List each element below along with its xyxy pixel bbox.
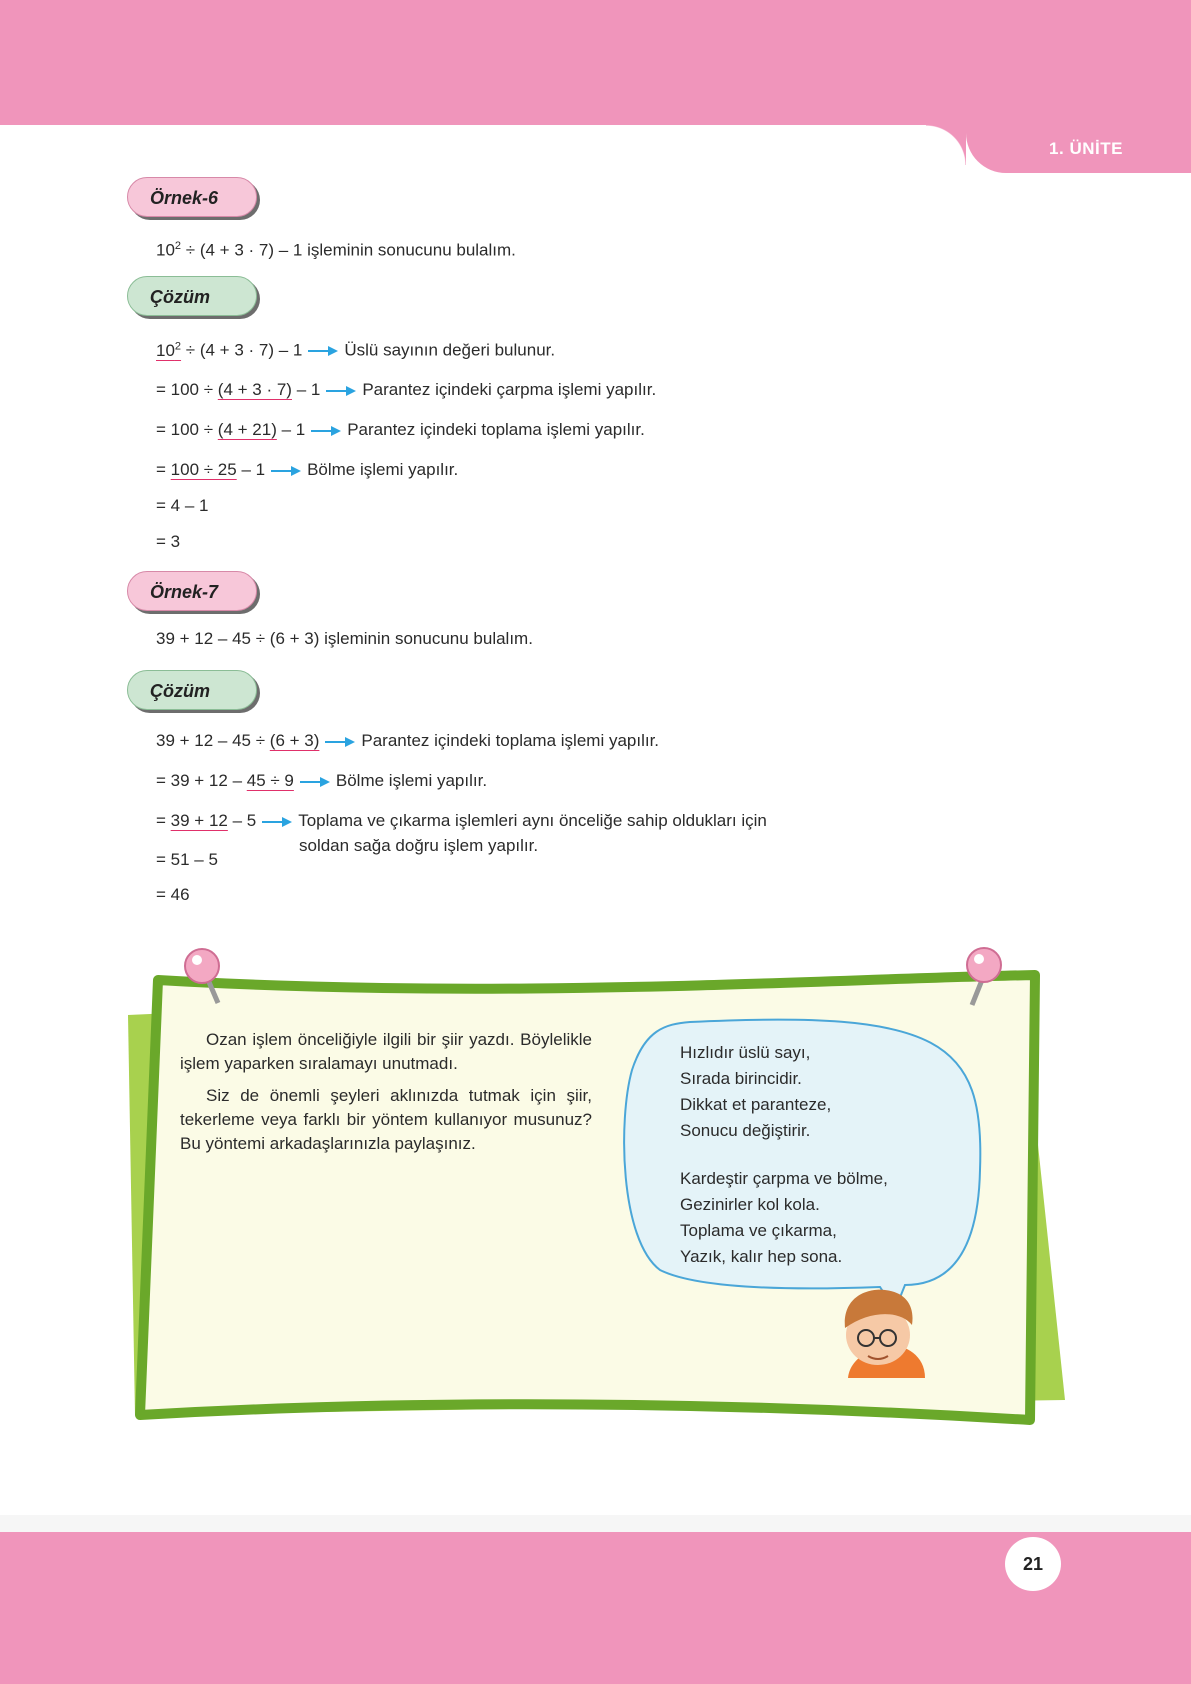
note-paragraph-1: Ozan işlem önceliğiyle ilgili bir şiir yazdı. Böylelikle işlem yaparken sıralamayı unutmadı. [180, 1030, 592, 1073]
example-7-title: Örnek-7 [127, 571, 257, 611]
poem-line: Sonucu değiştirir. [680, 1121, 811, 1140]
note-story [180, 1028, 592, 1164]
example-6-result-2: = 3 [156, 532, 181, 551]
example-7-result-2: = 46 [156, 885, 190, 904]
example-6-title: Örnek-6 [127, 177, 257, 217]
page-number: 21 [1005, 1537, 1061, 1591]
example-6-step-1: $10^2 \div (4 + 3 \cdot 7) - 1$ Üslü sayının değeri bulunur. [156, 340, 556, 360]
note-paragraph-2: Siz de önemli şeyleri aklınızda tutmak için şiir, tekerleme veya farklı bir yöntem kullanıyor musunuz? Bu yöntemi arkadaşlarınızla paylaşınız. [180, 1086, 592, 1153]
poem-line: Kardeştir çarpma ve bölme, [680, 1169, 888, 1188]
poem-line: Hızlıdır üslü sayı, [680, 1043, 811, 1062]
unit-label: 1. ÜNİTE [1049, 139, 1123, 158]
poem-line [680, 1144, 888, 1166]
example-6-step-4: = 100 ÷ 25 – 1 Bölme işlemi yapılır. [156, 460, 459, 479]
poem-line: Toplama ve çıkarma, [680, 1221, 837, 1240]
example-6-problem: $10^2 \div (4 + 3 \cdot 7) - 1$ işleminin sonucunu bulalım. [156, 240, 516, 260]
poem-line: Dikkat et paranteze, [680, 1095, 832, 1114]
example-7-problem: 39 + 12 – 45 ÷ (6 + 3) işleminin sonucunu bulalım. [156, 629, 533, 648]
example-7-step-2: = 39 + 12 – 45 ÷ 9 Bölme işlemi yapılır. [156, 771, 488, 790]
example-6-solution-title: Çözüm [127, 276, 257, 316]
example-6-step-2: = 100 ÷ (4 + 3 · 7) – 1 Parantez içindeki çarpma işlemi yapılır. [156, 380, 657, 399]
footer-strip [0, 1515, 1191, 1532]
poem-line: Yazık, kalır hep sona. [680, 1247, 843, 1266]
example-7-step-3-note-continuation: soldan sağa doğru işlem yapılır. [299, 836, 539, 855]
poem-line: Gezinirler kol kola. [680, 1195, 820, 1214]
example-7-step-1: 39 + 12 – 45 ÷ (6 + 3) Parantez içindeki toplama işlemi yapılır. [156, 731, 660, 750]
poem-line: Sırada birincidir. [680, 1069, 802, 1088]
example-6-step-3: = 100 ÷ (4 + 21) – 1 Parantez içindeki toplama işlemi yapılır. [156, 420, 645, 439]
example-7-result-1: = 51 – 5 [156, 850, 218, 869]
example-6-result-1: = 4 – 1 [156, 496, 209, 515]
poem [680, 1040, 888, 1270]
example-7-step-3: = 39 + 12 – 5 Toplama ve çıkarma işlemleri aynı önceliğe sahip oldukları için [156, 811, 767, 830]
example-7-solution-title: Çözüm [127, 670, 257, 710]
